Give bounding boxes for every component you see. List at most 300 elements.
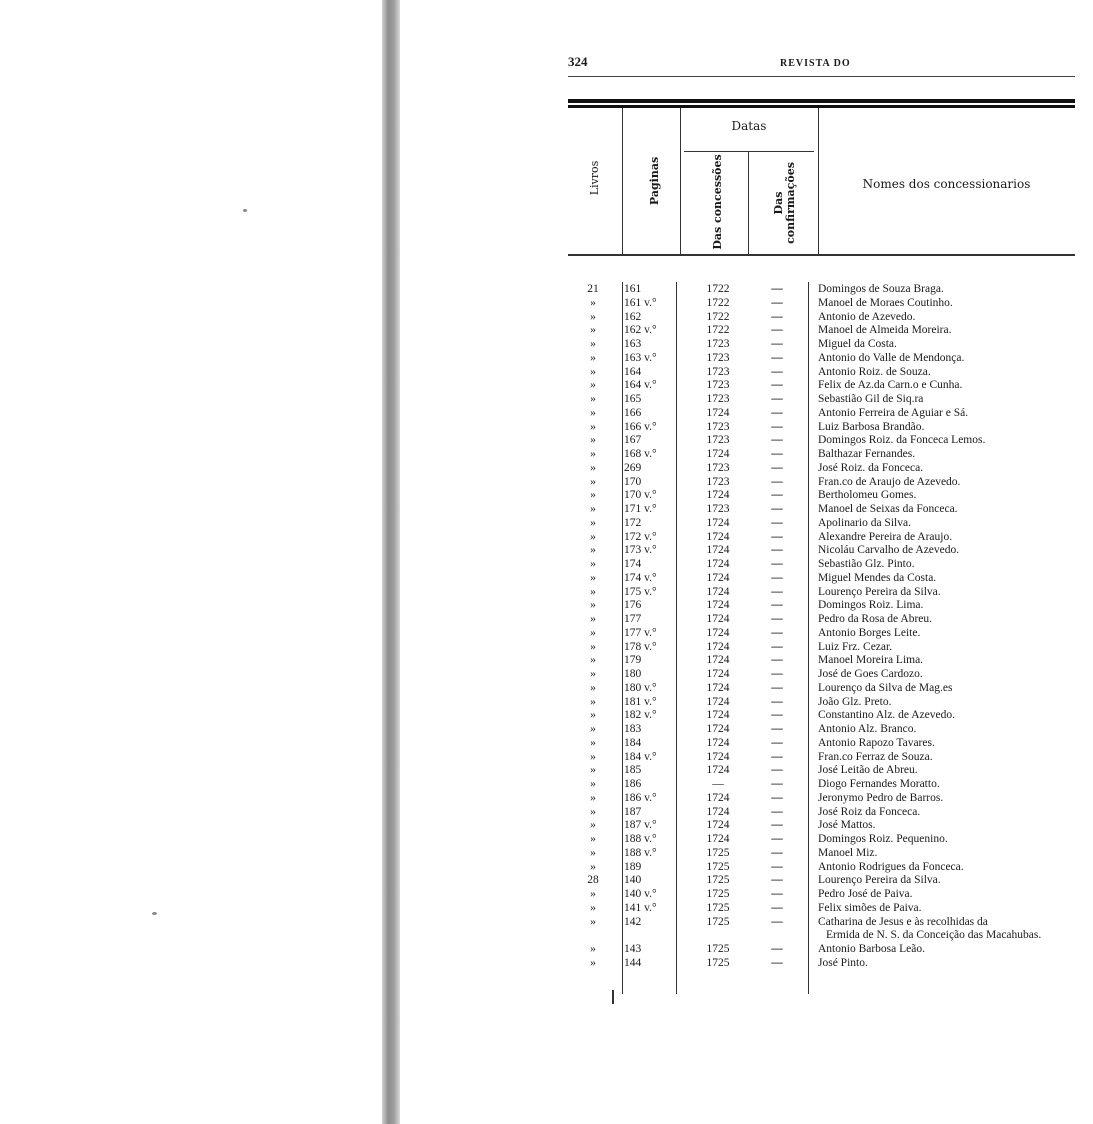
confirmacao-cell: — [771, 736, 783, 749]
nome-cell [818, 654, 1075, 668]
nome-cell [818, 324, 1075, 338]
table-row [568, 324, 1075, 338]
concessao-cell: 1724 [706, 626, 730, 639]
nome-cell [818, 888, 1075, 902]
nome-cell [818, 737, 1075, 751]
nome-text: Fran.co Ferraz de Souza. [818, 750, 933, 763]
concessao-cell: 1725 [706, 846, 730, 859]
nome-text: Antonio Roiz. de Souza. [818, 365, 931, 378]
nome-cell [818, 393, 1075, 407]
livro-cell: » [590, 351, 596, 364]
livro-cell: » [590, 571, 596, 584]
nome-cell [818, 847, 1075, 861]
confirmacao-cell: — [771, 681, 783, 694]
concessao-cell: 1724 [706, 448, 730, 460]
nome-cell [818, 613, 1075, 627]
table-row [568, 572, 1075, 586]
nome-text: João Glz. Preto. [818, 695, 892, 708]
table-row [568, 558, 1075, 572]
confirmacao-cell: — [771, 448, 783, 460]
table-row [568, 421, 1075, 435]
livro-cell: » [590, 503, 596, 515]
concessao-cell: 1725 [706, 956, 730, 969]
nome-cell [818, 819, 1075, 833]
pagina-cell: 161 v.° [624, 296, 657, 309]
concessao-cell: 1725 [706, 888, 730, 900]
pagina-cell: 140 v.° [624, 888, 657, 900]
nome-cell [818, 531, 1075, 545]
pagina-cell: 142 [624, 915, 642, 928]
nome-text: Antonio Ferreira de Aguiar e Sá. [818, 406, 969, 419]
nome-cell [818, 696, 1075, 710]
livro-cell: » [590, 420, 596, 433]
concessao-cell: 1724 [706, 709, 730, 722]
pagina-cell: 174 [624, 558, 642, 570]
livro-cell: » [590, 461, 596, 474]
book-gutter [382, 0, 400, 1124]
confirmacao-cell: — [771, 324, 783, 337]
nome-text: Manoel Moreira Lima. [818, 654, 924, 667]
table-row [568, 599, 1075, 613]
pagina-cell: 162 v.° [624, 324, 657, 337]
datas-underline [684, 151, 814, 152]
pagina-cell: 172 [624, 516, 642, 529]
confirmacao-cell: — [771, 489, 783, 502]
confirmacao-cell: — [771, 901, 783, 914]
pagina-cell: 163 v.° [624, 351, 657, 364]
pagina-cell: 189 [624, 860, 642, 873]
livro-cell: » [590, 750, 596, 763]
pagina-cell: 167 [624, 434, 642, 447]
pagina-cell: 187 v.° [624, 819, 657, 832]
livro-cell: » [590, 434, 596, 447]
pagina-cell: 187 [624, 805, 642, 818]
concessao-cell: 1724 [706, 558, 730, 570]
concessao-cell: 1723 [706, 351, 730, 364]
column-divider [748, 152, 749, 254]
confirmacao-cell: — [771, 860, 783, 873]
livro-cell: » [590, 338, 596, 350]
nome-text: Nicoláu Carvalho de Azevedo. [818, 544, 960, 557]
nome-cell [818, 586, 1075, 600]
table-row [568, 861, 1075, 875]
concessao-cell: 1722 [706, 283, 730, 295]
nome-cell [818, 861, 1075, 875]
pagina-cell: 161 [624, 283, 642, 295]
livro-cell: » [590, 296, 596, 309]
nome-text: José Roiz. da Fonceca. [818, 461, 924, 474]
livro-cell: » [590, 640, 596, 653]
concessao-cell: 1724 [706, 585, 730, 598]
page-speck [243, 209, 247, 212]
nome-text: Antonio Alz. Branco. [818, 723, 917, 735]
nome-cell [818, 434, 1075, 448]
table-row [568, 297, 1075, 311]
nome-text: Lourenço Pereira da Silva. [818, 874, 941, 887]
nome-text: Constantino Alz. de Azevedo. [818, 709, 956, 722]
confirmacao-cell: — [771, 695, 783, 708]
concessao-cell: — [712, 778, 724, 790]
nome-cell [818, 558, 1075, 572]
confirmacao-cell: — [771, 846, 783, 859]
nome-cell [818, 668, 1075, 682]
nome-text: Lourenço da Silva de Mag.es [818, 681, 953, 694]
table-row [568, 723, 1075, 737]
concessao-cell: 1723 [706, 420, 730, 433]
livro-cell: » [590, 915, 596, 928]
table-row [568, 407, 1075, 421]
confirmacao-cell: — [771, 668, 783, 680]
confirmacao-cell: — [771, 475, 783, 488]
concessao-cell: 1723 [706, 503, 730, 515]
confirmacao-cell: — [771, 365, 783, 378]
concessao-cell: 1724 [706, 516, 730, 529]
concessao-cell: 1724 [706, 736, 730, 749]
nome-text: Luiz Frz. Cezar. [818, 640, 893, 653]
pagina-cell: 184 [624, 736, 642, 749]
confirmacao-cell: — [771, 503, 783, 515]
livro-cell: » [590, 613, 596, 625]
confirmacao-cell: — [771, 750, 783, 763]
pagina-cell: 176 [624, 599, 642, 612]
nome-text: Bertholomeu Gomes. [818, 489, 917, 502]
confirmacao-cell: — [771, 819, 783, 832]
header-livros: Livros [588, 160, 601, 196]
confirmacao-cell: — [771, 296, 783, 309]
concessao-cell: 1723 [706, 379, 730, 392]
pagina-cell: 166 v.° [624, 420, 657, 433]
concessao-cell: 1725 [706, 901, 730, 914]
confirmacao-cell: — [771, 723, 783, 735]
concessao-cell: 1723 [706, 475, 730, 488]
concessao-cell: 1724 [706, 599, 730, 612]
nome-text: Catharina de Jesus e às recolhidas da [818, 915, 988, 928]
confirmacao-cell: — [771, 626, 783, 639]
pagina-cell: 186 v.° [624, 791, 657, 804]
nome-cell [818, 544, 1075, 558]
livro-cell: » [590, 764, 596, 777]
table-row [568, 434, 1075, 448]
livro-cell: » [590, 888, 596, 900]
table-row [568, 489, 1075, 503]
pagina-cell: 140 [624, 874, 642, 887]
nome-cell [818, 503, 1075, 517]
table-row [568, 792, 1075, 806]
table-row [568, 696, 1075, 710]
concessao-cell: 1724 [706, 489, 730, 502]
concessao-cell: 1723 [706, 393, 730, 405]
table-row [568, 627, 1075, 641]
concessao-cell: 1723 [706, 461, 730, 474]
pagina-cell: 165 [624, 393, 642, 405]
concessao-cell: 1724 [706, 833, 730, 845]
nome-cell [818, 833, 1075, 847]
confirmacao-cell: — [771, 778, 783, 790]
concessao-cell: 1724 [706, 819, 730, 832]
pagina-cell: 177 [624, 613, 642, 625]
livro-cell: 21 [587, 283, 599, 295]
livro-cell: » [590, 406, 596, 419]
confirmacao-cell: — [771, 613, 783, 625]
confirmacao-cell: — [771, 338, 783, 350]
table-top-rule [568, 99, 1075, 105]
table-row [568, 778, 1075, 792]
confirmacao-cell: — [771, 434, 783, 447]
pagina-cell: 185 [624, 764, 642, 777]
nome-cell [818, 641, 1075, 655]
confirmacao-cell: — [771, 351, 783, 364]
concessao-cell: 1724 [706, 668, 730, 680]
confirmacao-cell: — [771, 833, 783, 845]
table-row [568, 764, 1075, 778]
confirmacao-cell: — [771, 915, 783, 928]
nome-cell [818, 366, 1075, 380]
pagina-cell: 269 [624, 461, 642, 474]
nome-cell [818, 599, 1075, 613]
confirmacao-cell: — [771, 943, 783, 955]
pagina-cell: 163 [624, 338, 642, 350]
concessao-cell: 1722 [706, 324, 730, 337]
nome-text: Domingos Roiz. da Fonceca Lemos. [818, 434, 986, 447]
page-number: 324 [568, 54, 588, 69]
header-datas: Datas [731, 119, 767, 133]
confirmacao-cell: — [771, 791, 783, 804]
nome-cell [818, 476, 1075, 490]
nome-text: Felix simões de Paiva. [818, 901, 922, 914]
livro-cell: » [590, 695, 596, 708]
pagina-cell: 186 [624, 778, 642, 790]
pagina-cell: 164 [624, 365, 642, 378]
table-row [568, 902, 1075, 916]
nome-cell [818, 297, 1075, 311]
livro-cell: » [590, 943, 596, 955]
table-row [568, 682, 1075, 696]
pagina-cell: 173 v.° [624, 544, 657, 557]
pagina-cell: 174 v.° [624, 571, 657, 584]
livro-cell: » [590, 475, 596, 488]
concessao-cell: 1724 [706, 613, 730, 625]
nome-text: Antonio do Valle de Mendonça. [818, 351, 965, 364]
livro-cell: » [590, 709, 596, 722]
concessao-cell: 1724 [706, 764, 730, 777]
nome-text: Pedro José de Paiva. [818, 888, 913, 900]
livro-cell: » [590, 558, 596, 570]
concessao-cell: 1722 [706, 296, 730, 309]
confirmacao-cell: — [771, 379, 783, 392]
table-row [568, 448, 1075, 462]
concessao-cell: 1725 [706, 915, 730, 928]
livro-cell: » [590, 681, 596, 694]
page-speck [152, 912, 157, 915]
header-rule [568, 76, 1075, 77]
concessao-cell: 1723 [706, 338, 730, 350]
concessao-cell: 1723 [706, 434, 730, 447]
confirmacao-cell: — [771, 709, 783, 722]
confirmacao-cell: — [771, 544, 783, 557]
confirmacao-cell: — [771, 585, 783, 598]
livro-cell: » [590, 585, 596, 598]
nome-cell [818, 943, 1075, 957]
pagina-cell: 144 [624, 956, 642, 969]
livro-cell: » [590, 901, 596, 914]
pagina-cell: 162 [624, 310, 642, 323]
pagina-cell: 172 v.° [624, 530, 657, 543]
pagina-cell: 181 v.° [624, 695, 657, 708]
concessao-cell: 1724 [706, 654, 730, 667]
livro-cell: » [590, 846, 596, 859]
header-concessoes: Das concessões [711, 154, 724, 250]
confirmacao-cell: — [771, 393, 783, 405]
pagina-cell: 171 v.° [624, 503, 657, 515]
livro-cell: » [590, 324, 596, 337]
nome-cell [818, 489, 1075, 503]
table-row [568, 613, 1075, 627]
table-row [568, 641, 1075, 655]
pagina-cell: 141 v.° [624, 901, 657, 914]
pagina-cell: 180 [624, 668, 642, 680]
pagina-cell: 188 v.° [624, 846, 657, 859]
pagina-cell: 180 v.° [624, 681, 657, 694]
confirmacao-cell: — [771, 283, 783, 295]
nome-cell [818, 778, 1075, 792]
nome-cell [818, 957, 1075, 971]
table-row [568, 806, 1075, 820]
nome-continuation: Ermida de N. S. da Conceição das Macahubas. [826, 929, 1042, 942]
table-row [568, 833, 1075, 847]
pagina-cell: 170 [624, 475, 642, 488]
nome-text: José Pinto. [818, 956, 868, 969]
pagina-cell: 188 v.° [624, 833, 657, 845]
concessao-cell: 1724 [706, 805, 730, 818]
table-row [568, 709, 1075, 723]
concessao-cell: 1724 [706, 695, 730, 708]
table-row [568, 916, 1075, 944]
pagina-cell: 170 v.° [624, 489, 657, 502]
table-row [568, 847, 1075, 861]
column-divider [622, 108, 623, 254]
confirmacao-cell: — [771, 599, 783, 612]
nome-cell [818, 723, 1075, 737]
confirmacao-cell: — [771, 805, 783, 818]
confirmacao-cell: — [771, 558, 783, 570]
confirmacao-cell: — [771, 874, 783, 887]
pagina-cell: 182 v.° [624, 709, 657, 722]
concessao-cell: 1724 [706, 640, 730, 653]
confirmacao-cell: — [771, 310, 783, 323]
confirmacao-cell: — [771, 420, 783, 433]
livro-cell: » [590, 310, 596, 323]
confirmacao-cell: — [771, 956, 783, 969]
pagina-cell: 168 v.° [624, 448, 657, 460]
table-row [568, 338, 1075, 352]
header-paginas: Paginas [648, 156, 661, 206]
nome-text: Antonio de Azevedo. [818, 310, 916, 323]
livro-cell: 28 [587, 874, 599, 887]
nome-cell [818, 806, 1075, 820]
nome-cell [818, 709, 1075, 723]
nome-text: Balthazar Fernandes. [818, 448, 916, 460]
header-confirmacoes: Das confirmações [772, 162, 797, 244]
nome-cell [818, 311, 1075, 325]
table-row [568, 544, 1075, 558]
livro-cell: » [590, 599, 596, 612]
table-edge-line [612, 990, 614, 1004]
livro-cell: » [590, 778, 596, 790]
livro-cell: » [590, 833, 596, 845]
nome-text: Sebastião Glz. Pinto. [818, 558, 915, 570]
nome-text: Sebastião Gil de Siq.ra [818, 393, 924, 405]
pagina-cell: 184 v.° [624, 750, 657, 763]
nome-cell [818, 627, 1075, 641]
nome-text: Manoel de Seixas da Fonceca. [818, 503, 958, 515]
confirmacao-cell: — [771, 571, 783, 584]
table-row [568, 531, 1075, 545]
concessao-cell: 1722 [706, 310, 730, 323]
nome-text: Antonio Rodrigues da Fonceca. [818, 860, 964, 873]
table-row [568, 283, 1075, 297]
confirmacao-cell: — [771, 888, 783, 900]
livro-cell: » [590, 819, 596, 832]
nome-text: Fran.co de Araujo de Azevedo. [818, 475, 961, 488]
table-row [568, 462, 1075, 476]
confirmacao-cell: — [771, 654, 783, 667]
table-row [568, 366, 1075, 380]
nome-text: Apolinario da Silva. [818, 516, 911, 529]
pagina-cell: 177 v.° [624, 626, 657, 639]
nome-text: Luiz Barbosa Brandão. [818, 420, 925, 433]
nome-cell [818, 572, 1075, 586]
table-row [568, 943, 1075, 957]
concessao-cell: 1724 [706, 681, 730, 694]
nome-cell [818, 916, 1075, 944]
table-row [568, 874, 1075, 888]
nome-text: Antonio Barbosa Leão. [818, 943, 925, 955]
nome-text: Miguel da Costa. [818, 338, 897, 350]
concessao-cell: 1724 [706, 571, 730, 584]
table-row [568, 476, 1075, 490]
livro-cell: » [590, 723, 596, 735]
nome-text: Manoel de Almeida Moreira. [818, 324, 952, 337]
nome-text: José de Goes Cardozo. [818, 668, 923, 680]
table-row [568, 819, 1075, 833]
table-row [568, 517, 1075, 531]
concessao-cell: 1724 [706, 791, 730, 804]
table-row [568, 957, 1075, 971]
nome-cell [818, 874, 1075, 888]
nome-cell [818, 352, 1075, 366]
table-row [568, 503, 1075, 517]
concessao-cell: 1724 [706, 723, 730, 735]
livro-cell: » [590, 956, 596, 969]
table-row [568, 888, 1075, 902]
nome-text: Felix de Az.da Carn.o e Cunha. [818, 379, 963, 392]
table-row [568, 737, 1075, 751]
running-head: REVISTA DO [780, 58, 851, 69]
concessao-cell: 1724 [706, 530, 730, 543]
livro-cell: » [590, 626, 596, 639]
confirmacao-cell: — [771, 516, 783, 529]
pagina-cell: 175 v.° [624, 585, 657, 598]
livro-cell: » [590, 791, 596, 804]
pagina-cell: 183 [624, 723, 642, 735]
nome-text: Pedro da Rosa de Abreu. [818, 613, 933, 625]
table-row [568, 668, 1075, 682]
header-nomes: Nomes dos concessionarios [862, 177, 1031, 191]
concessao-cell: 1724 [706, 406, 730, 419]
livro-cell: » [590, 544, 596, 557]
nome-text: Antonio Borges Leite. [818, 626, 921, 639]
nome-text: Domingos Roiz. Lima. [818, 599, 924, 612]
